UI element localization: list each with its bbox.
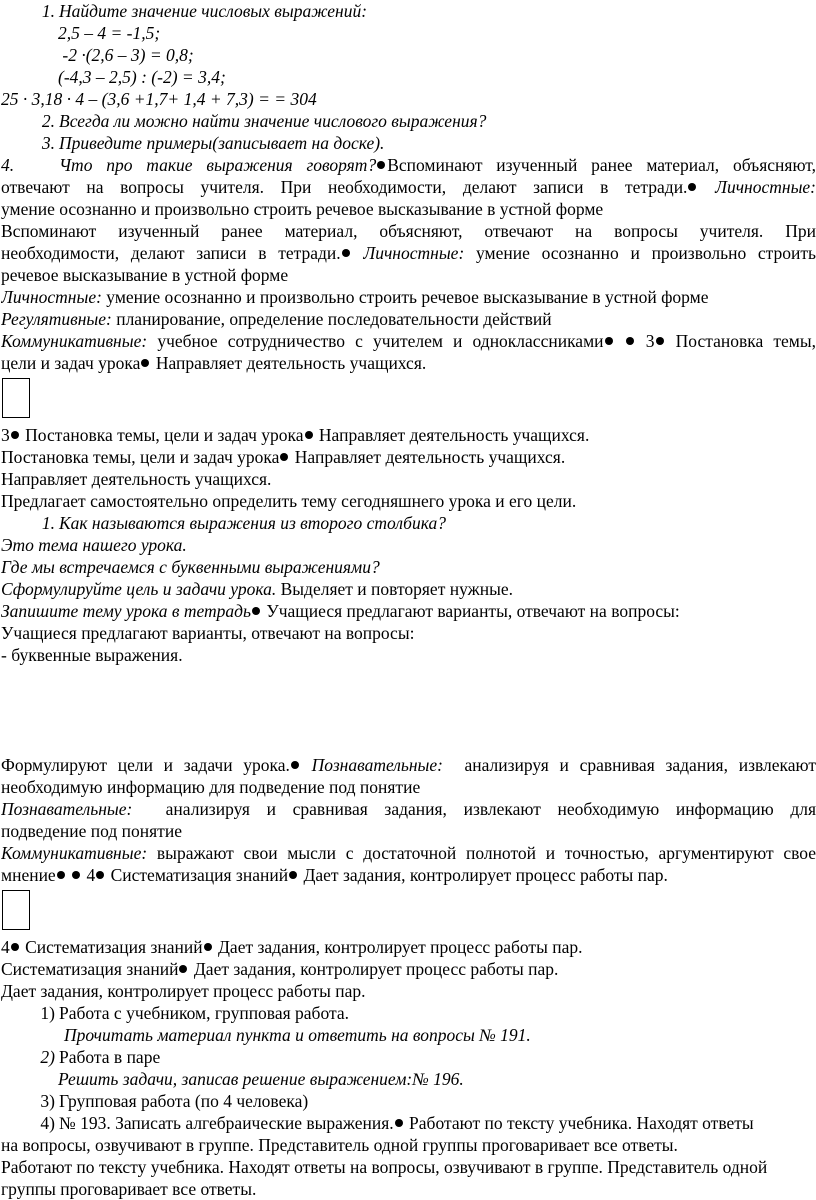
empty-box: [2, 890, 30, 930]
bullet-icon: [252, 607, 260, 615]
paragraph-line: Личностные: умение осознанно и произвольно строить речевое высказывание в устной форме: [1, 287, 709, 307]
bullet-icon: [280, 453, 288, 461]
task-1: 1. Найдите значение числовых выражений:: [41, 1, 368, 21]
paragraph-line: цели и задач урока Направляет деятельность учащихся.: [1, 353, 427, 373]
paragraph-line: Коммуникативные: учебное сотрудничество с учителем и одноклассниками 3 Постановка темы,: [1, 331, 816, 351]
paragraph-line: Дает задания, контролирует процесс работы пар.: [1, 981, 366, 1001]
paragraph-line: подведение под понятие: [1, 821, 182, 841]
paragraph-line: - буквенные выражения.: [1, 645, 183, 665]
paragraph-line: Сформулируйте цель и задачи урока. Выделяет и повторяет нужные.: [1, 579, 513, 599]
paragraph-line: Работают по тексту учебника. Находят ответы на вопросы, озвучивают в группе. Представитель одной: [1, 1157, 768, 1177]
paragraph-line: мнение 4 Систематизация знаний Дает задания, контролирует процесс работы пар.: [1, 865, 668, 885]
bullet-icon: [605, 337, 613, 345]
expression-2: -2 ·(2,6 – 3) = 0,8;: [62, 45, 194, 65]
paragraph-line: Коммуникативные: выражают свои мысли с достаточной полнотой и точностью, аргументируют свое: [1, 843, 816, 863]
paragraph-line: Постановка темы, цели и задач урока Направляет деятельность учащихся.: [1, 447, 566, 467]
work-item-2: 2) Работа в паре: [40, 1047, 161, 1067]
work-item-1: 1) Работа с учебником, групповая работа.: [40, 1003, 349, 1023]
paragraph-line: отвечают на вопросы учителя. При необходимости, делают записи в тетради. Личностные:: [1, 177, 816, 197]
bullet-icon: [291, 761, 299, 769]
bullet-icon: [72, 871, 80, 879]
paragraph-line: Познавательные: анализируя и сравнивая задания, извлекают необходимую информацию для: [1, 799, 816, 819]
bullet-icon: [395, 1119, 403, 1127]
paragraph-line: Регулятивные: планирование, определение последовательности действий: [1, 309, 552, 329]
bullet-icon: [688, 183, 696, 191]
bullet-icon: [96, 871, 104, 879]
paragraph-line: на вопросы, озвучивают в группе. Представитель одной группы проговаривает все ответы.: [1, 1135, 678, 1155]
work-item-2-task: Решить задачи, записав решение выражением:№ 196.: [58, 1069, 464, 1089]
paragraph-line: необходимую информацию для подведение под понятие: [1, 777, 421, 797]
paragraph-line: умение осознанно и произвольно строить речевое высказывание в устной форме: [1, 199, 604, 219]
paragraph-line: группы проговаривает все ответы.: [1, 1179, 257, 1199]
paragraph-line: 4 Систематизация знаний Дает задания, контролирует процесс работы пар.: [1, 937, 583, 957]
empty-box: [2, 378, 30, 418]
paragraph-line: 3 Постановка темы, цели и задач урока Направляет деятельность учащихся.: [1, 425, 590, 445]
blank-space: [1, 666, 816, 754]
question-1: 1. Как называются выражения из второго столбика?: [41, 513, 446, 533]
work-item-3: 3) Групповая работа (по 4 человека): [40, 1091, 309, 1111]
paragraph-line: Систематизация знаний Дает задания, контролирует процесс работы пар.: [1, 959, 559, 979]
task-4: 4. Что про такие выражения говорят? Вспоминают изученный ранее материал, объясняют,: [1, 155, 816, 175]
bullet-icon: [656, 337, 664, 345]
paragraph-line: речевое высказывание в устной форме: [1, 265, 289, 285]
paragraph-line: Где мы встречаемся с буквенными выражениями?: [1, 557, 380, 577]
paragraph-line: Вспоминают изученный ранее материал, объясняют, отвечают на вопросы учителя. При: [1, 221, 816, 241]
expression-3: (-4,3 – 2,5) : (-2) = 3,4;: [58, 67, 226, 87]
bullet-icon: [141, 359, 149, 367]
bullet-icon: [377, 161, 385, 169]
paragraph-line: Учащиеся предлагают варианты, отвечают на вопросы:: [1, 623, 415, 643]
paragraph-line: Направляет деятельность учащихся.: [1, 469, 272, 489]
bullet-icon: [11, 431, 19, 439]
work-item-1-task: Прочитать материал пункта и ответить на вопросы № 191.: [64, 1025, 531, 1045]
expression-1: 2,5 – 4 = -1,5;: [58, 23, 161, 43]
paragraph-line: Это тема нашего урока.: [1, 535, 187, 555]
task-3: 3. Приведите примеры(записывает на доске).: [41, 133, 385, 153]
paragraph-line: Предлагает самостоятельно определить тему сегодняшнего урока и его цели.: [1, 491, 577, 511]
paragraph-line: необходимости, делают записи в тетради. Личностные: умение осознанно и произвольно строить: [1, 243, 816, 263]
bullet-icon: [11, 943, 19, 951]
bullet-icon: [342, 249, 350, 257]
bullet-icon: [57, 871, 65, 879]
work-item-4: 4) № 193. Записать алгебраические выражения. Работают по тексту учебника. Находят ответы: [40, 1113, 754, 1133]
paragraph-line: Запишите тему урока в тетрадь Учащиеся предлагают варианты, отвечают на вопросы:: [1, 601, 680, 621]
task-2: 2. Всегда ли можно найти значение числового выражения?: [41, 111, 487, 131]
bullet-icon: [626, 337, 634, 345]
bullet-icon: [179, 965, 187, 973]
bullet-icon: [305, 431, 313, 439]
paragraph-line: Формулируют цели и задачи урока. Познавательные: анализируя и сравнивая задания, извлекают: [1, 755, 816, 775]
expression-4: 25 · 3,18 · 4 – (3,6 +1,7+ 1,4 + 7,3) = = 304: [1, 89, 317, 109]
bullet-icon: [204, 943, 212, 951]
bullet-icon: [289, 871, 297, 879]
